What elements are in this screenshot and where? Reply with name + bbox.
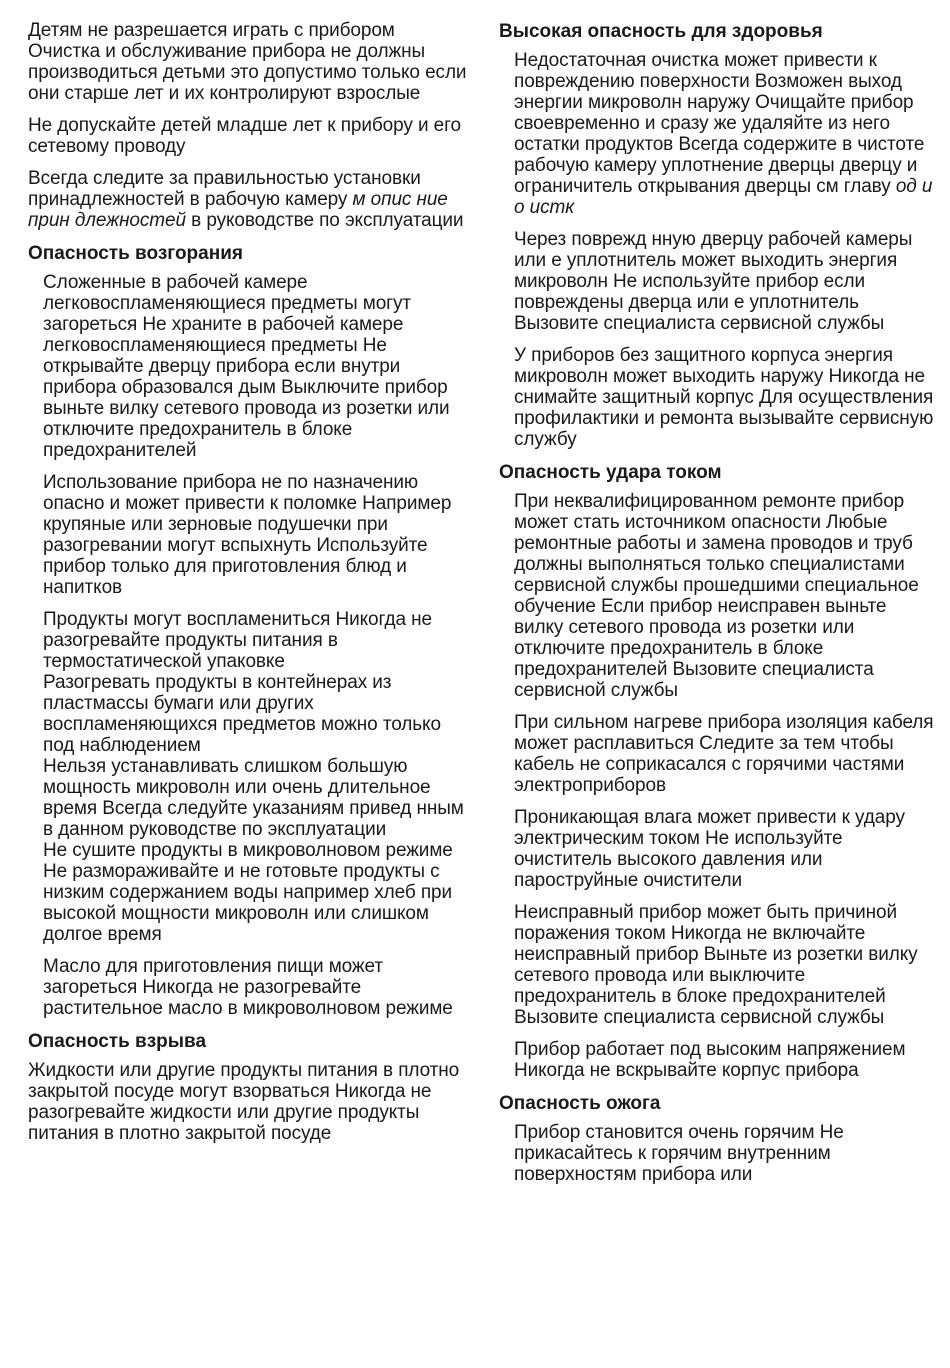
health-paragraph-cleaning: Недостаточная очистка может привести к повреждению поверхности Возможен выход энергии микроволн наружу Очищайте прибор своевременно и сразу же удаляйте из него остатки продуктов Всегда содержите в чистоте рабочую камеру уплотнение дверцы дверцу и ограничитель открывания дверцы см главу од и о истк — [514, 50, 933, 218]
health-paragraph-door: Через поврежд нную дверцу рабочей камеры или е уплотнитель может выходить энергия микроволн Не используйте прибор если повреждены дверца или е уплотнитель Вызовите специалиста сервисной службы — [514, 229, 913, 334]
accessories-reference: м опис ние прин длежностей — [28, 189, 448, 231]
intro-paragraph-age: Не допускайте детей младше лет к прибору и его сетевому проводу — [28, 115, 461, 157]
health-paragraph-casing: У приборов без защитного корпуса энергия микроволн может выходить наружу Никогда не снимайте защитный корпус Для осуществления профилактики и ремонта вызывайте сервисную службу — [514, 345, 934, 450]
right-column — [499, 20, 939, 1196]
intro-paragraph-accessories: Всегда следите за правильностью установки принадлежностей в рабочую камеру м опис ние прин длежностей в руководстве по эксплуатации — [28, 168, 464, 231]
burn-paragraph: Прибор становится очень горячим Не прикасайтесь к горячим внутренним поверхностям прибора или — [514, 1122, 844, 1185]
cleaning-chapter-reference: од и о истк — [514, 176, 933, 218]
shock-paragraph-faulty: Неисправный прибор может быть причиной поражения током Никогда не включайте неисправный прибор Выньте из розетки вилку сетевого провода или выключите предохранитель в блоке предохранителей Вызовите специалиста сервисной службы — [514, 902, 918, 1028]
burn-hazard-heading: Опасность ожога — [499, 1093, 661, 1114]
electric-shock-heading: Опасность удара током — [499, 462, 722, 483]
left-column — [28, 20, 473, 1155]
fire-paragraph-food: Продукты могут воспламениться Никогда не разогревайте продукты питания в термостатической упаковке Разогревать продукты в контейнерах из пластмассы бумаги или других воспламеняющихся предметов можно только под наблюдением Нельзя устанавливать слишком большую мощность микроволн или очень длительное время Всегда следуйте указаниям привед нным в данном руководстве по эксплуатации Не сушите продукты в микроволновом режиме Не размораживайте и не готовьте продукты с низким содержанием воды например хлеб при высокой мощности микроволн или слишком долгое время — [43, 609, 464, 945]
children-play-warning: Детям не разрешается играть с прибором — [28, 20, 395, 41]
explosion-paragraph: Жидкости или другие продукты питания в плотно закрытой посуде могут взорваться Никогда не разогревайте жидкости или другие продукты питания в плотно закрытой посуде — [28, 1060, 460, 1144]
fire-paragraph-flammables: Сложенные в рабочей камере легковоспламеняющиеся предметы могут загореться Не храните в рабочей камере легковоспламеняющиеся предметы Не открывайте дверцу прибора если внутри прибора образовался дым Выключите прибор выньте вилку сетевого провода из розетки или отключите предохранитель в блоке предохранителей — [43, 272, 450, 461]
health-hazard-heading: Высокая опасность для здоровья — [499, 21, 823, 42]
shock-paragraph-cable: При сильном нагреве прибора изоляция кабеля может расплавиться Следите за тем чтобы кабель не соприкасался с горячими частями электроприборов — [514, 712, 934, 796]
fire-paragraph-misuse: Использование прибора не по назначению опасно и может привести к поломке Например крупяные или зерновые подушечки при разогревании могут вспыхнуть Используйте прибор только для приготовления блюд и напитков — [43, 472, 452, 598]
fire-hazard-heading: Опасность возгорания — [28, 243, 243, 264]
shock-paragraph-moisture: Проникающая влага может привести к удару электрическим током Не используйте очиститель высокого давления или пароструйные очистители — [514, 807, 905, 891]
fire-paragraph-oil: Масло для приготовления пищи может загореться Никогда не разогревайте растительное масло в микроволновом режиме — [43, 956, 453, 1019]
shock-paragraph-repair: При неквалифицированном ремонте прибор может стать источником опасности Любые ремонтные работы и замена проводов и труб должны выполняться только специалистами сервисной службы прошедшими специальное обучение Если прибор неисправен выньте вилку сетевого провода из розетки или отключите предохранитель в блоке предохранителей Вызовите специалиста сервисной службы — [514, 491, 919, 701]
explosion-hazard-heading: Опасность взрыва — [28, 1031, 207, 1052]
intro-paragraph-children — [28, 20, 473, 104]
shock-paragraph-voltage: Прибор работает под высоким напряжением Никогда не вскрывайте корпус прибора — [514, 1039, 906, 1081]
children-cleaning-warning: Очистка и обслуживание прибора не должны производиться детьми это допустимо только если они старше лет и их контролируют взрослые — [28, 41, 467, 104]
